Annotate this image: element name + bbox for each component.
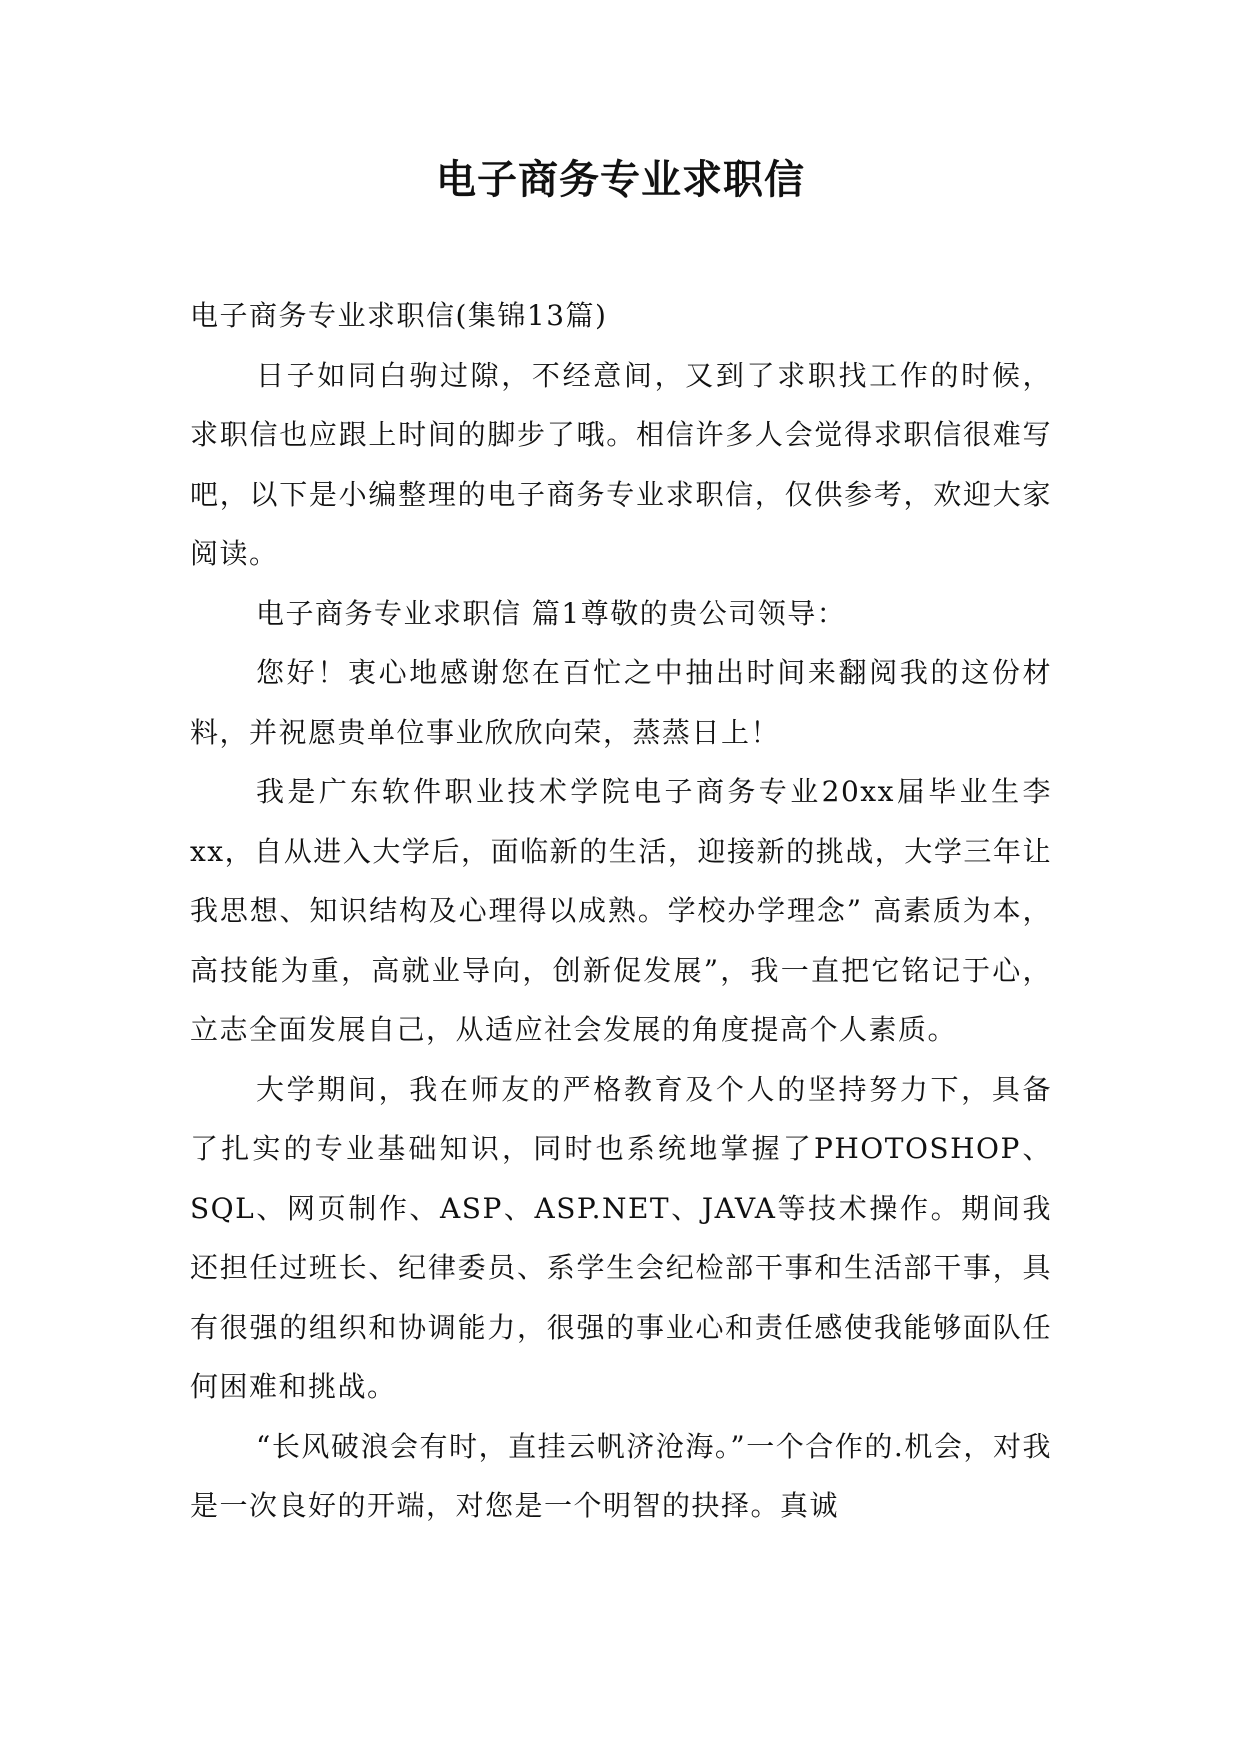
paragraph-intro: 日子如同白驹过隙，不经意间，又到了求职找工作的时候，求职信也应跟上时间的脚步了哦。相信许多人会觉得求职信很难写吧，以下是小编整理的电子商务专业求职信，仅供参考，欢迎大家阅读。 bbox=[190, 358, 1052, 570]
paragraph-salutation: 电子商务专业求职信 篇1尊敬的贵公司领导： bbox=[256, 596, 847, 630]
paragraph-university-experience: 大学期间，我在师友的严格教育及个人的坚持努力下，具备了扎实的专业基础知识，同时也系统地掌握了PHOTOSHOP、SQL、网页制作、ASP、ASP.NET、JAVA等技术操作。期间我还担任过班长、纪律委员、系学生会纪检部干事和生活部干事，具有很强的组织和协调能力，很强的事业心和责任感使我能够面队任何困难和挑战。 bbox=[190, 1072, 1052, 1403]
document-title: 电子商务专业求职信 bbox=[436, 156, 805, 203]
paragraph-closing: “长风破浪会有时，直挂云帆济沧海。”一个合作的.机会，对我是一次良好的开端，对您是一个明智的抉择。真诚 bbox=[190, 1429, 1052, 1522]
document-body bbox=[190, 286, 1052, 1536]
paragraph-greeting: 您好！衷心地感谢您在百忙之中抽出时间来翻阅我的这份材料，并祝愿贵单位事业欣欣向荣，蒸蒸日上！ bbox=[190, 656, 1052, 749]
paragraph-self-introduction: 我是广东软件职业技术学院电子商务专业20xx届毕业生李xx，自从进入大学后，面临新的生活，迎接新的挑战，大学三年让我思想、知识结构及心理得以成熟。学校办学理念” 高素质为本，高技能为重，高就业导向，创新促发展”，我一直把它铭记于心，立志全面发展自己，从适应社会发展的角度提高个人素质。 bbox=[190, 775, 1052, 1046]
document-subtitle: 电子商务专业求职信(集锦13篇) bbox=[190, 299, 608, 332]
